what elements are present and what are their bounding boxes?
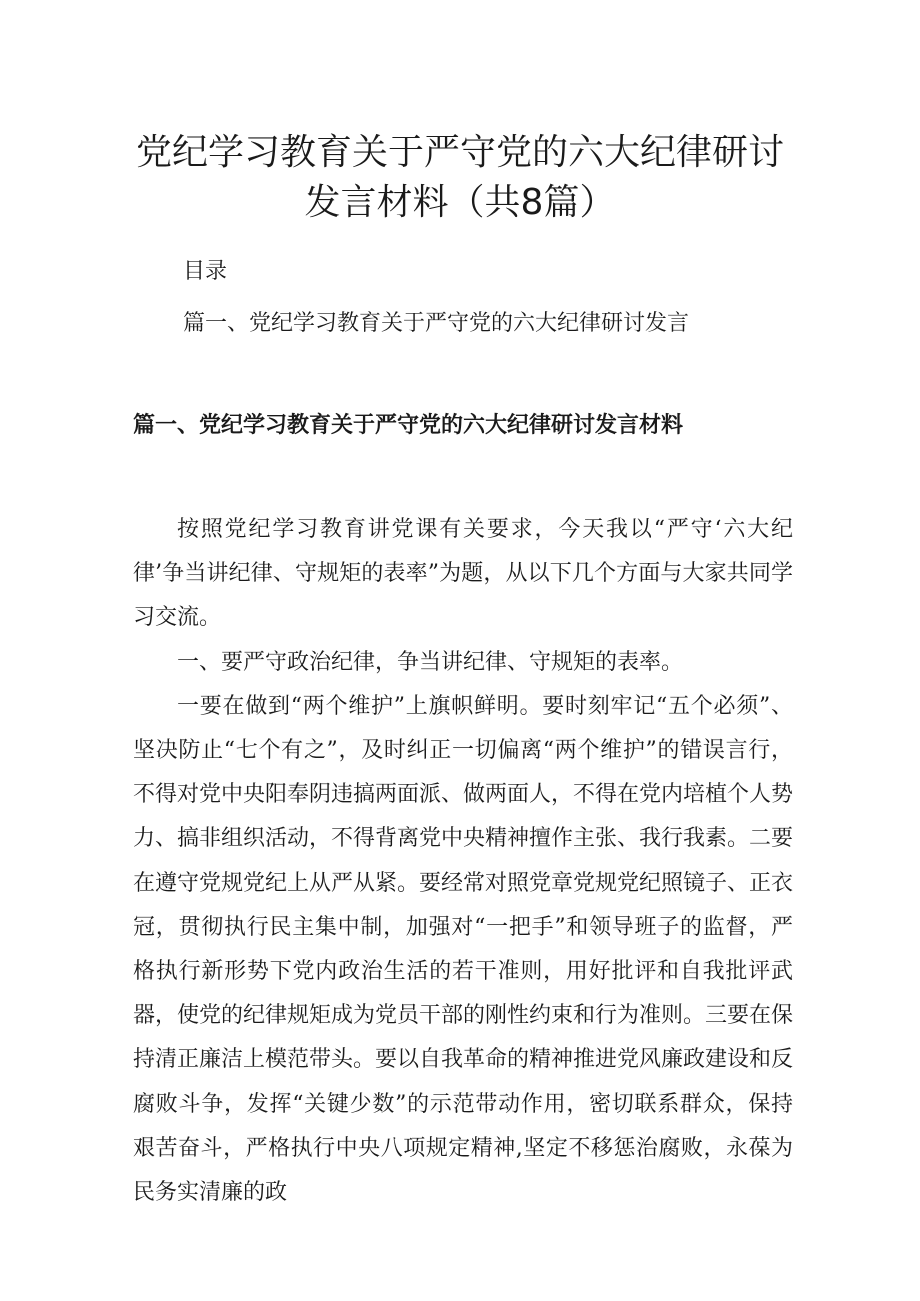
toc-label: 目录 <box>183 259 228 284</box>
paragraph-point-1: 一、要严守政治纪律，争当讲纪律、守规矩的表率。 <box>177 649 684 675</box>
document-title <box>0 128 920 228</box>
title-line-2: 发言材料（共8篇） <box>304 182 616 223</box>
section-heading: 篇一、党纪学习教育关于严守党的六大纪律研讨发言材料 <box>133 412 684 438</box>
body-text <box>133 508 793 1215</box>
title-line-1: 党纪学习教育关于严守党的六大纪律研讨 <box>135 132 784 173</box>
paragraph-detail: 一要在做到“两个维护”上旗帜鲜明。要时刻牢记“五个必须”、坚决防止“七个有之”，及时纠正一切偏离“两个维护”的错误言行，不得对党中央阳奉阴违搞两面派、做两面人，不得在党内培植个人势力、搞非组织活动，不得背离党中央精神擅作主张、我行我素。二要在遵守党规党纪上从严从紧。要经常对照党章党规党纪照镜子、正衣冠，贯彻执行民主集中制，加强对“一把手”和领导班子的监督，严格执行新形势下党内政治生活的若干准则，用好批评和自我批评武器，使党的纪律规矩成为党员干部的刚性约束和行为准则。三要在保持清正廉洁上模范带头。要以自我革命的精神推进党风廉政建设和反腐败斗争，发挥“关键少数”的示范带动作用，密切联系群众，保持艰苦奋斗，严格执行中央八项规定精神,坚定不移惩治腐败，永葆为民务实清廉的政 <box>133 693 794 1206</box>
toc-item-1: 篇一、党纪学习教育关于严守党的六大纪律研讨发言 <box>183 311 690 336</box>
paragraph-intro: 按照党纪学习教育讲党课有关要求，今天我以“严守‘六大纪律’争当讲纪律、守规矩的表率”为题，从以下几个方面与大家共同学习交流。 <box>133 517 793 631</box>
